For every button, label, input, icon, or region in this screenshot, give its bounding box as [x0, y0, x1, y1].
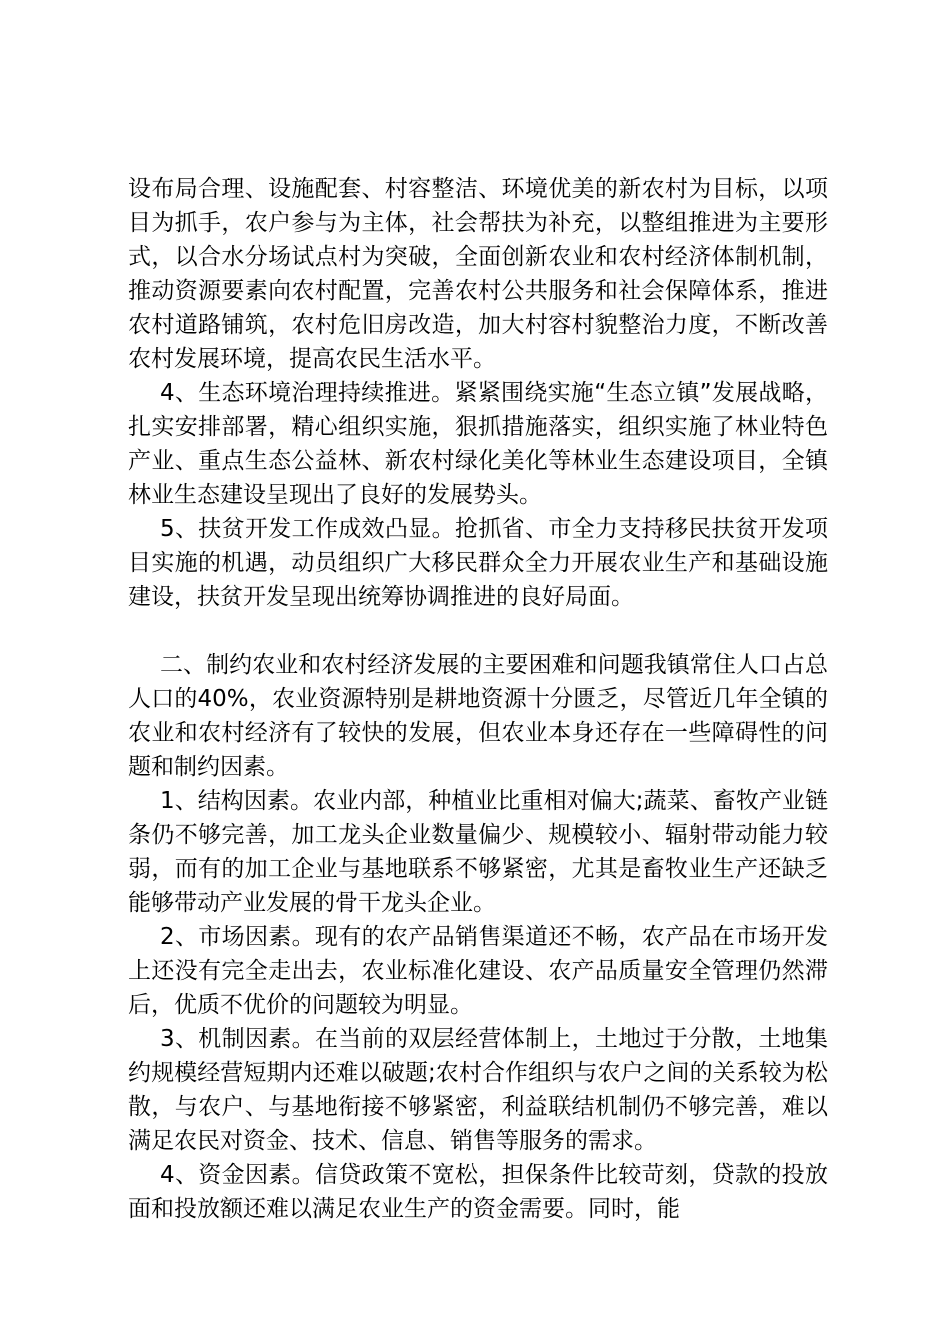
paragraph-poverty-alleviation: 5、扶贫开发工作成效凸显。抢抓省、市全力支持移民扶贫开发项目实施的机遇，动员组织广大移民群众全力开展农业生产和基础设施建设，扶贫开发呈现出统筹协调推进的良好局面。 — [128, 516, 828, 610]
document-page — [128, 172, 828, 1226]
paragraph-structure-factor: 1、结构因素。农业内部，种植业比重相对偏大;蔬菜、畜牧产业链条仍不够完善，加工龙头企业数量偏少、规模较小、辐射带动能力较弱，而有的加工企业与基地联系不够紧密，尤其是畜牧业生产还缺乏能够带动产业发展的骨干龙头企业。 — [128, 788, 828, 916]
paragraph-ecology: 4、生态环境治理持续推进。紧紧围绕实施“生态立镇”发展战略，扎实安排部署，精心组织实施，狠抓措施落实，组织实施了林业特色产业、重点生态公益林、新农村绿化美化等林业生态建设项目，全镇林业生态建设呈现出了良好的发展势头。 — [128, 380, 828, 508]
section-heading-problems: 二、制约农业和农村经济发展的主要困难和问题我镇常住人口占总人口的40%，农业资源特别是耕地资源十分匮乏，尽管近几年全镇的农业和农村经济有了较快的发展，但农业本身还存在一些障碍性的问题和制约因素。 — [128, 652, 828, 780]
paragraph-capital-factor: 4、资金因素。信贷政策不宽松，担保条件比较苛刻，贷款的投放面和投放额还难以满足农业生产的资金需要。同时，能 — [128, 1162, 828, 1222]
paragraph-market-factor: 2、市场因素。现有的农产品销售渠道还不畅，农产品在市场开发上还没有完全走出去，农业标准化建设、农产品质量安全管理仍然滞后，优质不优价的问题较为明显。 — [128, 924, 828, 1018]
paragraph-mechanism-factor: 3、机制因素。在当前的双层经营体制上，土地过于分散，土地集约规模经营短期内还难以破题;农村合作组织与农户之间的关系较为松散，与农户、与基地衔接不够紧密，利益联结机制仍不够完善，难以满足农民对资金、技术、信息、销售等服务的需求。 — [128, 1026, 828, 1154]
paragraph-new-village-goal: 设布局合理、设施配套、村容整洁、环境优美的新农村为目标，以项目为抓手，农户参与为主体，社会帮扶为补充，以整组推进为主要形式，以合水分场试点村为突破，全面创新农业和农村经济体制机制，推动资源要素向农村配置，完善农村公共服务和社会保障体系，推进农村道路铺筑，农村危旧房改造，加大村容村貌整治力度，不断改善农村发展环境，提高农民生活水平。 — [128, 176, 828, 372]
